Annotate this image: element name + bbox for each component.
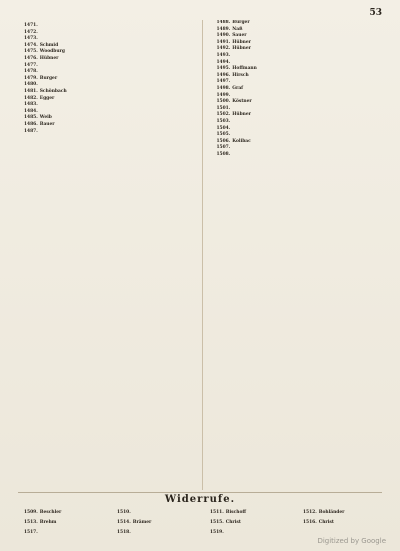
entry-number: 1499.: [216, 92, 231, 98]
entry-number: 1479.: [24, 75, 38, 81]
left-entry: [18, 115, 190, 120]
entry-number: 1492.: [216, 46, 231, 52]
right-entry: [211, 119, 383, 124]
entry-name: Hübner: [232, 112, 251, 118]
entry-number: 1484.: [24, 108, 38, 114]
widerruf-entry: [18, 530, 103, 537]
right-entries: [211, 20, 383, 157]
entry-number: 1498.: [216, 85, 231, 91]
left-entry: [18, 30, 190, 35]
entry-name: Hübner: [39, 55, 59, 61]
entry-number: 1505.: [216, 132, 231, 138]
right-entry: [211, 126, 383, 131]
entry-name: Schmid: [39, 42, 59, 48]
entry-number: 1501.: [216, 105, 231, 111]
right-entry: [211, 86, 383, 91]
entry-name: Beschler: [39, 510, 62, 515]
widerruf-entry: [204, 530, 289, 537]
entry-number: 1506.: [216, 138, 231, 144]
entry-name: Brämer: [132, 520, 152, 525]
left-entry: [18, 102, 190, 107]
entry-number: 1486.: [24, 121, 38, 127]
entry-number: 1503.: [216, 118, 231, 124]
widerruf-entry: [204, 520, 289, 527]
left-entry: [18, 82, 190, 87]
left-entry: [18, 96, 190, 101]
right-entry: [211, 99, 383, 104]
entry-number: 1508.: [216, 151, 231, 157]
entry-number: 1496.: [216, 72, 231, 78]
right-entry: [211, 27, 383, 32]
entry-name: Köstner: [232, 99, 252, 105]
entry-number: 1495.: [216, 66, 231, 72]
entry-number: 1482.: [24, 95, 38, 101]
entry-number: 1489.: [216, 26, 231, 32]
entry-number: 1487.: [24, 128, 38, 134]
entry-number: 1519.: [210, 530, 224, 535]
entry-name: Graf: [232, 85, 244, 91]
right-entry: [211, 66, 383, 71]
entry-name: Brehm: [39, 520, 57, 525]
entry-name: Hoffmann: [232, 66, 257, 72]
widerruf-entry: [18, 520, 103, 527]
entry-number: 1476.: [24, 55, 38, 61]
left-entry: [18, 89, 190, 94]
entry-number: 1509.: [24, 510, 38, 515]
entry-name: Weib: [39, 115, 52, 121]
entry-number: 1475.: [24, 49, 38, 55]
left-entry: [18, 36, 190, 41]
entry-number: 1473.: [24, 36, 38, 42]
left-entry: [18, 56, 190, 61]
widerruf-entry: [111, 520, 196, 527]
right-entry: [211, 46, 383, 51]
entry-number: 1516.: [303, 520, 317, 525]
entry-name: Bauer: [39, 121, 55, 127]
entry-number: 1481.: [24, 88, 38, 94]
right-entry: [211, 106, 383, 111]
entry-number: 1474.: [24, 42, 38, 48]
entry-number: 1497.: [216, 79, 231, 85]
right-entry: [211, 60, 383, 65]
right-entry: [211, 93, 383, 98]
left-entry: [18, 76, 190, 81]
right-entry: [211, 139, 383, 144]
entry-name: Woodburg: [39, 49, 65, 55]
entry-number: 1483.: [24, 102, 38, 108]
entry-number: 1485.: [24, 115, 38, 121]
digitized-watermark: Digitized by Google: [317, 537, 386, 545]
entry-number: 1471.: [24, 23, 38, 28]
entry-name: Christ: [225, 520, 241, 525]
entry-number: 1511.: [210, 510, 224, 515]
right-column: [202, 20, 383, 490]
left-entry: [18, 49, 190, 54]
widerruf-entry: [111, 510, 196, 517]
left-entry: [18, 69, 190, 74]
entry-name: Kolibac: [232, 138, 251, 144]
entry-number: 1507.: [216, 145, 231, 151]
entry-number: 1490.: [216, 33, 231, 39]
section-divider: [18, 492, 382, 493]
left-entries: [18, 23, 190, 134]
entry-name: Schönbach: [39, 88, 67, 94]
widerruf-entry: [204, 510, 289, 517]
right-entry: [211, 53, 383, 58]
entry-name: Christ: [318, 520, 334, 525]
entry-number: 1502.: [216, 112, 231, 118]
right-entry: [211, 152, 383, 157]
entry-number: 1480.: [24, 82, 38, 88]
entry-name: Bohländer: [318, 510, 345, 515]
entry-number: 1488.: [216, 20, 231, 25]
widerruf-entry: [18, 510, 103, 517]
right-entry: [211, 73, 383, 78]
entry-name: Burger: [39, 75, 58, 81]
entry-number: 1478.: [24, 69, 38, 75]
entry-number: 1504.: [216, 125, 231, 131]
entry-number: 1477.: [24, 62, 38, 68]
entry-number: 1510.: [117, 510, 131, 515]
entry-number: 1514.: [117, 520, 131, 525]
widerrufe-heading: Widerrufe.: [164, 494, 236, 505]
right-entry: [211, 132, 383, 137]
widerruf-entry: [297, 520, 382, 527]
entry-number: 1493.: [216, 52, 231, 58]
left-entry: [18, 109, 190, 114]
right-entry: [211, 112, 383, 117]
left-entry: [18, 43, 190, 48]
left-entry: [18, 23, 190, 28]
right-entry: [211, 20, 383, 25]
widerruf-entry: [297, 510, 382, 517]
left-entry: [18, 63, 190, 68]
entry-number: 1517.: [24, 530, 38, 535]
entry-number: 1513.: [24, 520, 38, 525]
entry-name: Egger: [39, 95, 55, 101]
right-entry: [211, 79, 383, 84]
left-column: [18, 20, 190, 490]
entry-number: 1518.: [117, 530, 131, 535]
entry-number: 1472.: [24, 29, 38, 35]
widerruf-entry: [111, 530, 196, 537]
entry-name: Hübner: [232, 46, 251, 52]
right-entry: [211, 33, 383, 38]
entry-name: Naß: [232, 26, 243, 32]
widerrufe-list: [18, 510, 382, 538]
entry-number: 1500.: [216, 99, 231, 105]
entry-number: 1494.: [216, 59, 231, 65]
left-entry: [18, 129, 190, 134]
entry-name: Hirsch: [232, 72, 249, 78]
page-number: 53: [369, 8, 382, 18]
right-entry: [211, 40, 383, 45]
left-entry: [18, 122, 190, 127]
entry-number: 1515.: [210, 520, 224, 525]
entry-name: Bischoff: [225, 510, 246, 515]
two-column-body: [18, 20, 382, 490]
entry-number: 1491.: [216, 39, 231, 45]
entry-name: Hübner: [232, 39, 251, 45]
entry-number: 1512.: [303, 510, 317, 515]
entry-name: Sauer: [232, 33, 247, 39]
right-entry: [211, 145, 383, 150]
entry-name: Bürger: [232, 20, 250, 25]
